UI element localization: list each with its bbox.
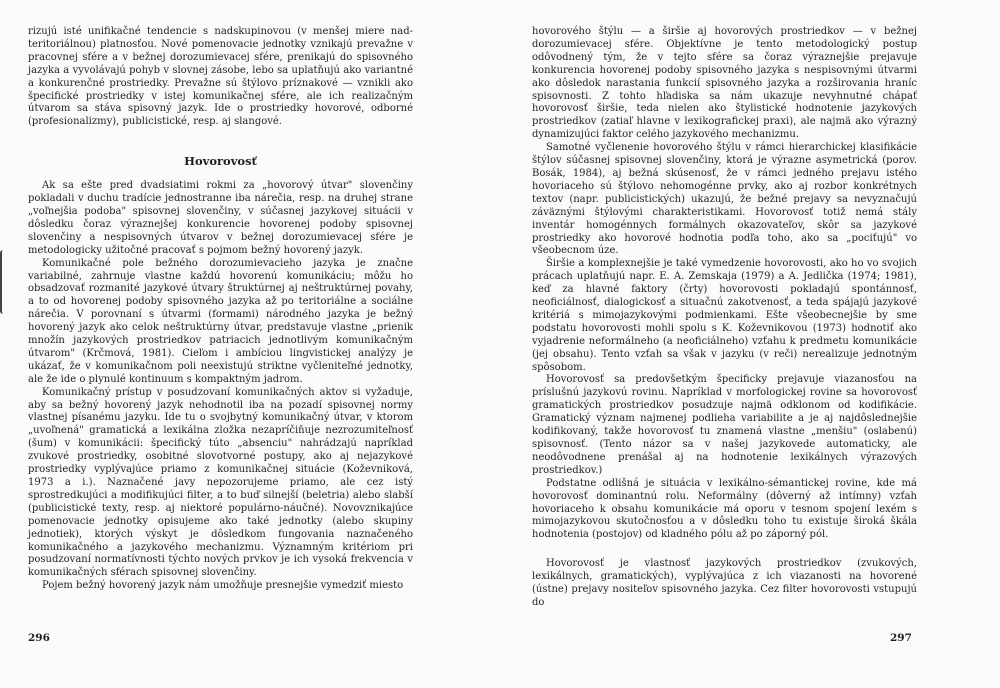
book-gutter bbox=[478, 0, 480, 688]
paragraph: Ak sa ešte pred dvadsiatimi rokmi za „hovorový útvar" slovenčiny pokladali v duchu tradície jednostranne iba nárečia, resp. na druhej strane „voľnejšia podoba" spisovnej slovenčiny, v súčasnej jazykovej situácii v dôsledku čoraz výraznejšej konkurencie hovorenej podoby spisovnej slovenčiny a nespisovných útvarov v bežnej dorozumievacej sfére je metodologicky užitočné pracovať s pojmom bežný hovorený jazyk. bbox=[28, 180, 413, 256]
page-number: 296 bbox=[28, 632, 50, 644]
paragraph: Podstatne odlišná je situácia v lexikálno-sémantickej rovine, kde má hovorovosť dominantnú rolu. Neformálny (dôverný až intímny) vzťah hovoriaceho k obsahu komunikácie má oporu v tesnom spojení lexém s mimojazykovou skutočnosťou a v dôsledku toho tu existuje široká škála hodnotenia (postojov) od kladného pólu až po záporný pól. bbox=[532, 477, 917, 541]
left-page bbox=[28, 26, 413, 593]
section-heading: Hovorovosť bbox=[184, 154, 257, 169]
right-page bbox=[532, 26, 917, 610]
paragraph: Samotné vyčlenenie hovorového štýlu v rámci hierarchickej klasifikácie štýlov súčasnej spisovnej slovenčiny, ktorá je výrazne asymetrická (porov. Bosák, 1984), aj bežná skúsenosť, že v rámci jedného prejavu istého hovoriaceho sú štýlovo nehomogénne prvky, ako aj rozbor konkrétnych textov (napr. publicistických) ukazujú, že bežné prejavy sa nevyznačujú záväznými štýlovými charakteristikami. Hovorovosť totiž nemá stály inventár homogénnych formálnych okazovateľov, skôr sa jazykové prostriedky ako hovorové hodnotia podľa toho, ako sa „pociťujú" vo všeobecnom úze. bbox=[532, 142, 917, 257]
page-number: 297 bbox=[890, 632, 912, 644]
paragraph: hovorového štýlu — a širšie aj hovorových prostriedkov — v bežnej dorozumievacej sfére. Objektívne je tento metodologický postup odôvodnený tým, že v tejto sfére sa čoraz výraznejšie prejavuje konkurencia hovorenej podoby spisovného jazyka s nespisovnými útvarmi ako dôsledok narastania funkcií spisovného jazyka a rozširovania hraníc spisovnosti. Z tohto hľadiska sa nám ukazuje nevyhnutné chápať hovorovosť širšie, teda nielen ako štylistické hodnotenie jazykových prostriedkov (zatiaľ hlavne v lexikografickej praxi), ale najmä ako výrazný dynamizujúci faktor celého jazykového mechanizmu. bbox=[532, 26, 917, 141]
paragraph: Komunikačné pole bežného dorozumievacieho jazyka je značne variabilné, zahrnuje vlastne každú hovorenú komunikáciu; môžu ho obsadzovať rozmanité jazykové útvary štruktúrnej aj neštruktúrnej povahy, a to od hovorenej podoby spisovného jazyka až po teritoriálne a sociálne nárečia. V porovnaní s útvarmi (formami) národného jazyka je bežný hovorený jazyk ako celok neštruktúrny útvar, predstavuje vlastne „prienik množín jazykových prostriedkov patriacich jednotlivým komunikačným útvarom" (Krčmová, 1981). Cieľom i ambíciou lingvistickej analýzy je ukázať, že v komunikačnom poli neexistujú striktne vyčleniteľné jednotky, ale že ide o plynulé kontinuum s kompaktným jadrom. bbox=[28, 257, 413, 385]
page-binding-mark bbox=[0, 250, 8, 314]
paragraph: Pojem bežný hovorený jazyk nám umožňuje presnejšie vymedziť miesto bbox=[42, 580, 404, 592]
paragraph: Hovorovosť je vlastnosť jazykových prostriedkov (zvukových, lexikálnych, gramatických), vyplývajúca z ich viazanosti na hovorené (ústne) prejavy nositeľov spisovného jazyka. Cez filter hovorovosti vstupujú do bbox=[532, 558, 917, 608]
paragraph: Širšie a komplexnejšie je také vymedzenie hovorovosti, ako ho vo svojich prácach uplatňujú napr. E. A. Zemskaja (1979) a A. Jedlička (1974; 1981), keď za hlavné faktory (črty) hovorovosti pokladajú spontánnosť, neoficiálnosť, dialogickosť a situačnú zakotvenosť, a teda spájajú jazykové kritériá s mimojazykovými podmienkami. Ešte všeobecnejšie by sme podstatu hovorovosti mohli spolu s K. Koževnikovou (1973) hodnotiť ako vyjadrenie neformálneho (a neoficiálneho) vzťahu k predmetu komunikácie (jej obsahu). Tento vzťah sa však v jazyku (v reči) nerealizuje jednotným spôsobom. bbox=[532, 258, 917, 373]
paragraph-intro: rizujú isté unifikačné tendencie s nadskupinovou (v menšej miere nad-teritoriálnou) platnosťou. Nové pomenovacie jednotky vznikajú prevažne v pracovnej sfére a v bežnej dorozumievacej sfére, prenikajú do spisovného jazyka a vyvolávajú pohyb v slovnej zásobe, lebo sa uplatňujú ako variantné a konkurenčné prostriedky. Prevažne sú štýlovo príznakové — vznikli ako špecifické prostriedky v istej komunikačnej sfére, ale ich realizačným útvarom sa stáva spisovný jazyk. Ide o prostriedky hovorové, odborné (profesionalizmy), publicistické, resp. aj slangové. bbox=[28, 26, 413, 128]
paragraph: Hovorovosť sa predovšetkým špecificky prejavuje viazanosťou na príslušnú jazykovú rovinu. Napríklad v morfologickej rovine sa hovorovosť gramatických prostriedkov posudzuje najmä odklonom od kodifikácie. Gramatický význam najmenej podlieha variabilite a je aj najdôslednejšie kodifikovaný, takže hovorovosť tu znamená vlastne „menšiu" (oslabenú) spisovnosť. (Tento názor sa v našej jazykovede automaticky, ale neodôvodnene prenášal aj na hodnotenie lexikálnych výrazových prostriedkov.) bbox=[532, 374, 917, 476]
paragraph: Komunikačný prístup v posudzovaní komunikačných aktov si vyžaduje, aby sa bežný hovorený jazyk nehodnotil iba na pozadí spisovnej normy vlastnej písanému jazyku. Ide tu o svojbytný komunikačný útvar, v ktorom „uvoľnená" gramatická a lexikálna zložka nezapríčiňuje nezrozumiteľnosť (šum) v komunikácii: špecifický túto „absenciu" nahrádzajú napríklad zvukové prostriedky, osobitné slovotvorné postupy, ako aj nejazykové prostriedky vyplývajúce priamo z komunikačnej situácie (Koževniková, 1973 a i.). Naznačené javy nepozorujeme priamo, ale cez istý sprostredkujúci a modifikujúci filter, a to buď silnejší (beletria) alebo slabší (publicistické texty, resp. aj niektoré populárno-náučné). Novovznikajúce pomenovacie jednotky opisujeme ako také jednotky (alebo skupiny jednotiek), ktorých výskyt je dôsledkom fungovania naznačeného komunikačného a jazykového mechanizmu. Významným kritériom pri posudzovaní normatívnosti týchto nových prvkov je ich vysoká frekvencia v komunikačných sférach spisovnej slovenčiny. bbox=[28, 386, 413, 579]
